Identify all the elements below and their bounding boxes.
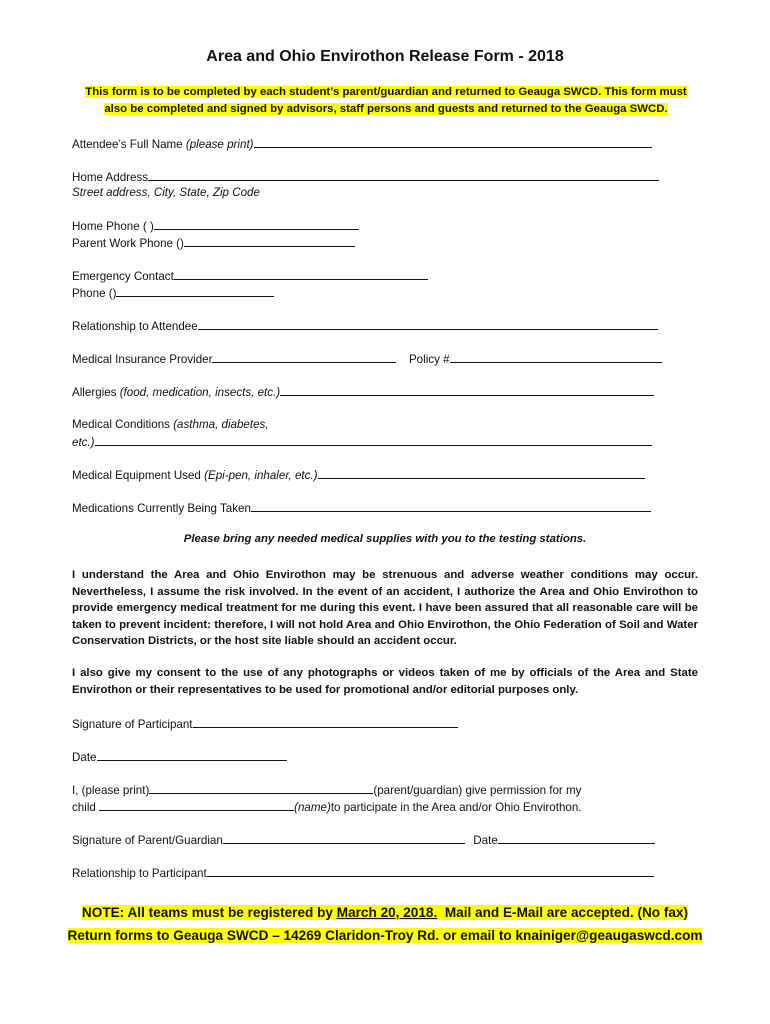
child-hint: (name): [294, 801, 331, 814]
page-title: Area and Ohio Envirothon Release Form - 2018: [206, 48, 564, 65]
emergency-phone-field[interactable]: [116, 285, 274, 297]
date-label: Date: [72, 751, 97, 764]
relationship-row: [72, 318, 658, 334]
home-phone-row: [72, 218, 359, 234]
conditions-row: [72, 417, 269, 432]
relationship-participant-field[interactable]: [207, 865, 654, 877]
child-name-field[interactable]: [99, 799, 294, 811]
child-label: child: [72, 801, 100, 814]
note-suffix: Mail and E-Mail are accepted. (No fax): [437, 905, 689, 920]
note-prefix: NOTE: All teams must be registered by: [81, 905, 337, 920]
home-phone-label: Home Phone ( ): [72, 220, 154, 233]
child-row: [72, 799, 582, 815]
guardian-signature-row: [72, 832, 655, 848]
parent-work-phone-field[interactable]: [184, 235, 355, 247]
permission-start: I, (please print): [72, 784, 150, 797]
policy-label: Policy #: [408, 353, 450, 366]
attendee-name-hint: (please print): [185, 138, 254, 151]
insurance-label: Medical Insurance Provider: [72, 353, 213, 366]
supplies-note: Please bring any needed medical supplies with you to the testing stations.: [183, 533, 587, 545]
parent-work-phone-label: Parent Work Phone (): [72, 237, 184, 250]
insurance-row: [72, 351, 662, 367]
attendee-name-field[interactable]: [254, 136, 652, 148]
guardian-signature-field[interactable]: [223, 832, 465, 844]
medications-label: Medications Currently Being Taken: [72, 502, 251, 515]
date-field[interactable]: [97, 749, 287, 761]
guardian-date-label: Date: [473, 834, 498, 847]
home-phone-field[interactable]: [154, 218, 359, 230]
participant-signature-field[interactable]: [193, 716, 458, 728]
emergency-phone-label: Phone (): [72, 287, 117, 300]
emergency-contact-field[interactable]: [174, 268, 428, 280]
child-rest: to participate in the Area and/or Ohio Envirothon.: [330, 801, 582, 814]
permission-mid: (parent/guardian) give permission for my: [373, 784, 582, 797]
conditions-label: Medical Conditions: [72, 418, 174, 431]
emergency-contact-label: Emergency Contact: [72, 270, 174, 283]
equipment-field[interactable]: [318, 467, 645, 479]
medications-row: [72, 500, 651, 516]
home-address-row: [72, 169, 659, 185]
conditions-row-2: [72, 434, 652, 450]
equipment-hint: (Epi-pen, inhaler, etc.): [204, 469, 318, 482]
date-row: [72, 749, 287, 765]
home-address-label: Home Address: [72, 171, 149, 184]
conditions-field[interactable]: [95, 434, 652, 446]
emergency-contact-row: [72, 268, 428, 284]
conditions-hint-2: etc.): [72, 436, 95, 449]
registration-note: [0, 905, 770, 920]
participant-signature-row: [72, 716, 458, 732]
attendee-name-label: Attendee’s Full Name: [72, 138, 186, 151]
allergies-hint: (food, medication, insects, etc.): [119, 386, 281, 399]
home-address-hint-row: [72, 185, 260, 200]
consent-paragraph: I also give my consent to the use of any photographs or videos taken of me by officials of the Area and State Envirothon or their representatives to be used for promotional and/or editorial purposes only.: [72, 667, 698, 696]
return-line: Return forms to Geauga SWCD – 14269 Claridon-Troy Rd. or email to knainiger@geaugaswcd.com: [67, 928, 703, 943]
equipment-row: [72, 467, 645, 483]
relationship-field[interactable]: [198, 318, 658, 330]
allergies-row: [72, 384, 654, 400]
home-address-hint: Street address, City, State, Zip Code: [72, 186, 260, 199]
insurance-field[interactable]: [212, 351, 396, 363]
conditions-hint-1: (asthma, diabetes,: [173, 418, 269, 431]
permission-row: [72, 782, 581, 798]
emergency-phone-row: [72, 285, 274, 301]
guardian-signature-label: Signature of Parent/Guardian: [72, 834, 223, 847]
intro-line-1: This form is to be completed by each student’s parent/guardian and returned to Geauga SWCD. This form must: [85, 86, 687, 98]
home-address-field[interactable]: [148, 169, 659, 181]
note-highlight-1: [82, 905, 688, 920]
participant-signature-label: Signature of Participant: [72, 718, 193, 731]
allergies-label: Allergies: [72, 386, 120, 399]
guardian-name-field[interactable]: [149, 782, 373, 794]
note-deadline: March 20, 2018.: [336, 905, 438, 920]
waiver-paragraph: I understand the Area and Ohio Envirothon may be strenuous and adverse weather conditions may occur. Nevertheless, I assume the risk involved. In the event of an accident, I authorize the Area and Ohio Envirothon to provide emergency medical treatment for me during this event. I have been assured that all reasonable care will be taken to prevent incident: therefore, I will not hold Area and Ohio Envirothon, the Ohio Federation of Soil and Water Conservation Districts, or the host site liable should an accident occur.: [72, 569, 698, 647]
intro-instructions: [76, 84, 696, 117]
relationship-label: Relationship to Attendee: [72, 320, 198, 333]
parent-work-phone-row: [72, 235, 355, 251]
medications-field[interactable]: [251, 500, 651, 512]
policy-field[interactable]: [450, 351, 662, 363]
relationship-participant-row: [72, 865, 654, 881]
guardian-date-field[interactable]: [498, 832, 655, 844]
attendee-name-row: [72, 136, 652, 152]
equipment-label: Medical Equipment Used: [72, 469, 205, 482]
return-note: [0, 928, 770, 943]
relationship-participant-label: Relationship to Participant: [72, 867, 207, 880]
allergies-field[interactable]: [280, 384, 654, 396]
intro-line-2: also be completed and signed by advisors, staff persons and guests and returned to the Geauga SWCD.: [104, 102, 668, 115]
